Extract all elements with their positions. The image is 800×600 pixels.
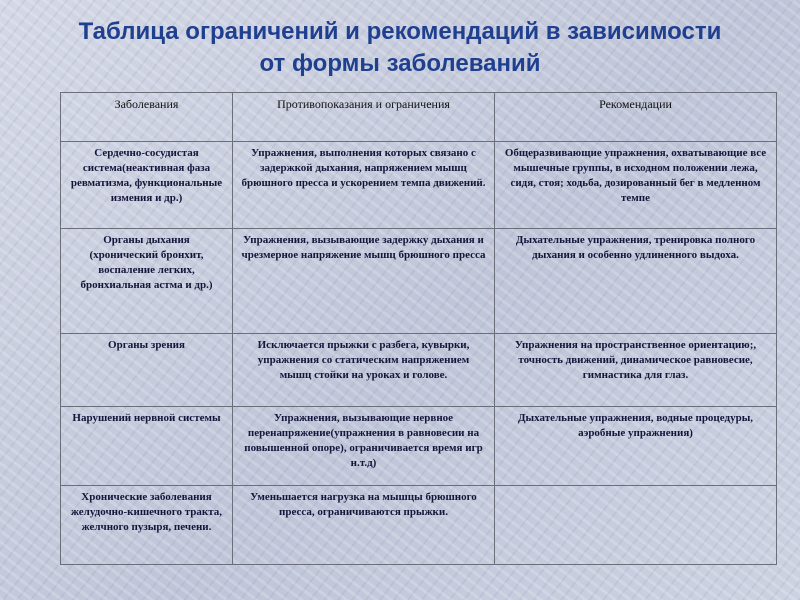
contraindications-cell: Упражнения, выполнения которых связано с задержкой дыхания, напряжением мышц брюшного пресса и ускорением темпа движений. xyxy=(233,142,495,229)
table-row xyxy=(61,334,777,407)
disease-cell: Сердечно-сосудистая система(неактивная фаза ревматизма, функциональные измения и др.) xyxy=(61,142,233,229)
header-diseases: Заболевания xyxy=(61,93,233,142)
recommendations-cell xyxy=(495,486,777,565)
table-row xyxy=(61,142,777,229)
recommendations-cell: Упражнения на пространственное ориентацию;, точность движений, динамическое равновесие, гимнастика для глаз. xyxy=(495,334,777,407)
contraindications-cell: Упражнения, вызывающие задержку дыхания и чрезмерное напряжение мышц брюшного пресса xyxy=(233,229,495,334)
contraindications-cell: Упражнения, вызывающие нервное перенапряжение(упражнения в равновесии на повышенной опоре), ограничивается время игр н.т.д) xyxy=(233,407,495,486)
title-line-2: от формы заболеваний xyxy=(259,50,541,77)
recommendations-cell: Общеразвивающие упражнения, охватывающие все мышечные группы, в исходном положении лежа, сидя, стоя; ходьба, дозированный бег в медленном темпе xyxy=(495,142,777,229)
disease-cell: Органы дыхания (хронический бронхит, воспаление легких, бронхиальная астма и др.) xyxy=(61,229,233,334)
header-recommendations: Рекомендации xyxy=(495,93,777,142)
table-header-row xyxy=(61,93,777,142)
title-line-1: Таблица ограничений и рекомендаций в зависимости xyxy=(78,18,722,45)
table-row xyxy=(61,407,777,486)
table-row xyxy=(61,486,777,565)
contraindications-cell: Исключается прыжки с разбега, кувырки, упражнения со статическим напряжением мышц стойки на уроках и голове. xyxy=(233,334,495,407)
disease-cell: Нарушений нервной системы xyxy=(61,407,233,486)
contraindications-cell: Уменьшается нагрузка на мышцы брюшного пресса, ограничиваются прыжки. xyxy=(233,486,495,565)
restrictions-table xyxy=(60,92,777,565)
table-row xyxy=(61,229,777,334)
recommendations-cell: Дыхательные упражнения, водные процедуры, аэробные упражнения) xyxy=(495,407,777,486)
header-contraindications: Противопоказания и ограничения xyxy=(233,93,495,142)
disease-cell: Органы зрения xyxy=(61,334,233,407)
slide-title xyxy=(40,16,760,80)
recommendations-cell: Дыхательные упражнения, тренировка полного дыхания и особенно удлиненного выдоха. xyxy=(495,229,777,334)
disease-cell: Хронические заболевания желудочно-кишечного тракта, желчного пузыря, печени. xyxy=(61,486,233,565)
